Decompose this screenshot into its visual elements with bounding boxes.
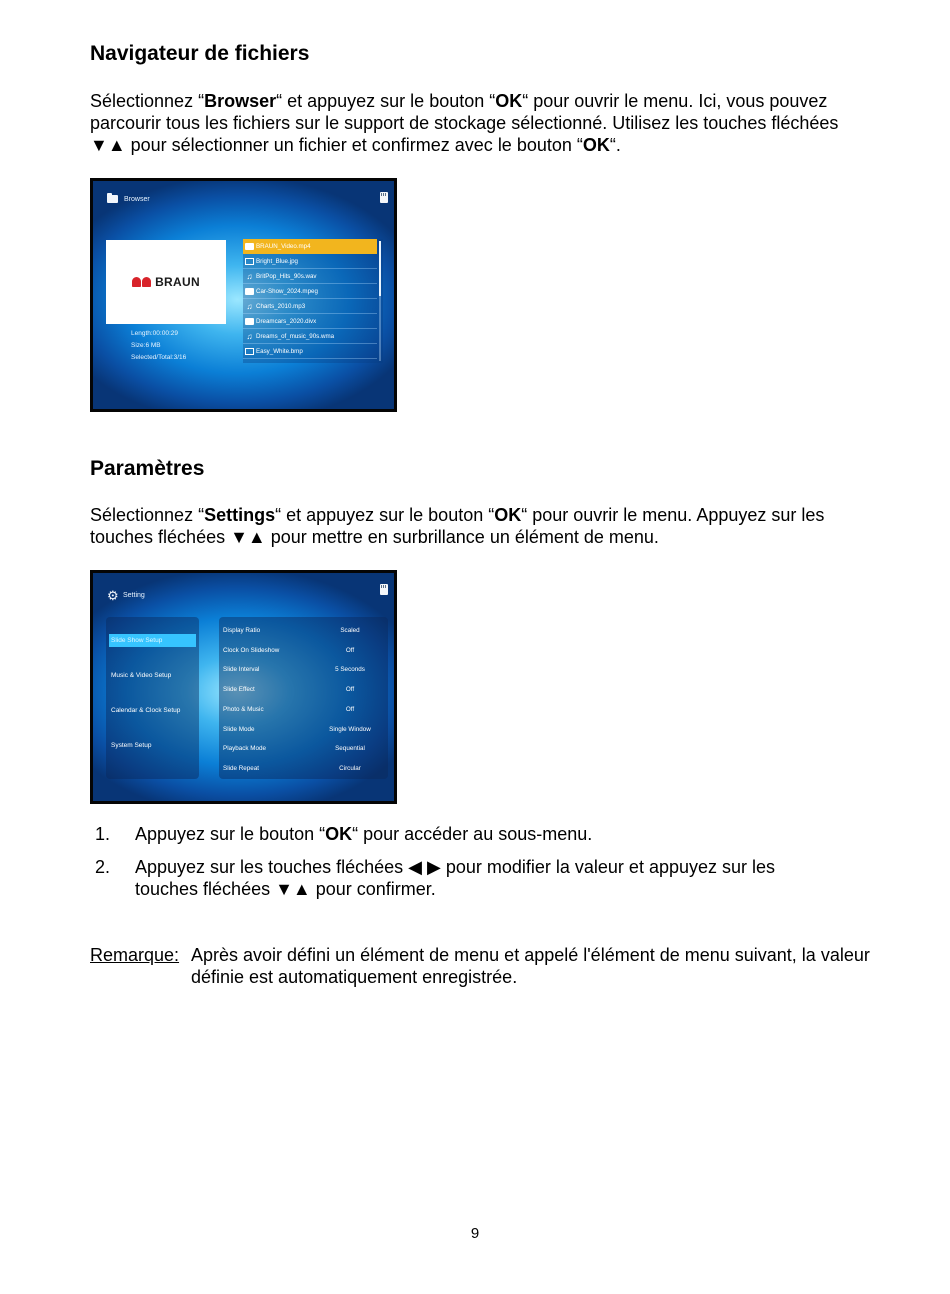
setting-row[interactable]	[223, 625, 384, 637]
menu-item-slide-show-setup[interactable]: Slide Show Setup	[109, 634, 196, 647]
remark-text: Après avoir défini un élément de menu et appelé l'élément de menu suivant, la valeur définie est automatiquement enregistrée.	[191, 945, 870, 987]
menu-item-music-video-setup[interactable]: Music & Video Setup	[111, 672, 172, 679]
info-selected-total: Selected/Total:3/16	[131, 354, 187, 361]
setting-key: Playback Mode	[223, 745, 267, 753]
remark-label: Remarque:	[90, 945, 180, 965]
page-number: 9	[470, 1225, 480, 1242]
menu-item-calendar-clock-setup[interactable]: Calendar & Clock Setup	[111, 707, 181, 714]
setting-row[interactable]	[223, 684, 384, 696]
file-row[interactable]	[243, 299, 377, 314]
setting-row[interactable]	[223, 763, 384, 775]
image-file-icon	[245, 258, 254, 265]
section-heading-settings: Paramètres	[90, 457, 205, 480]
menu-item-system-setup[interactable]: System Setup	[111, 742, 152, 749]
file-name: Bright_Blue.jpg	[256, 257, 298, 265]
file-list-scrollbar[interactable]	[379, 241, 381, 361]
setting-value: Scaled	[340, 627, 360, 634]
settings-screen	[90, 570, 397, 804]
setting-value: Circular	[339, 764, 361, 772]
braun-logo: BRAUN	[132, 275, 200, 289]
folder-icon	[107, 195, 118, 203]
settings-menu	[106, 617, 199, 779]
sd-card-icon	[380, 584, 388, 595]
setting-key: Photo & Music	[223, 705, 264, 713]
setting-row[interactable]	[223, 743, 384, 755]
file-row[interactable]	[243, 269, 377, 284]
setting-key: Slide Interval	[223, 666, 260, 674]
video-file-icon	[245, 243, 254, 250]
file-name: Easy_White.bmp	[256, 347, 303, 355]
file-browser-paragraph: Sélectionnez “Browser“ et appuyez sur le bouton “OK“ pour ouvrir le menu. Ici, vous pouvez parcourir tous les fichiers sur le support de stockage sélectionné. Utilisez les touches fléchées ▼▲ pour sélectionner un fichier et confirmez avec le bouton “OK“.	[90, 91, 839, 155]
file-name: BRAUN_Video.mp4	[256, 242, 311, 250]
braun-logo-mark-icon	[132, 277, 152, 287]
file-row[interactable]	[243, 254, 377, 269]
image-file-icon	[245, 348, 254, 355]
music-file-icon: ♫	[246, 301, 253, 311]
setting-value: Single Window	[329, 725, 371, 733]
setting-value: Sequential	[335, 745, 365, 753]
setting-value: 5 Seconds	[335, 666, 365, 674]
gear-icon: ⚙	[107, 588, 119, 603]
settings-options	[219, 617, 388, 779]
setting-key: Clock On Slideshow	[223, 646, 280, 654]
settings-title: Setting	[123, 592, 145, 599]
setting-row[interactable]	[223, 704, 384, 716]
setting-row[interactable]	[223, 664, 384, 676]
setting-row[interactable]	[223, 724, 384, 736]
browser-title: Browser	[124, 196, 150, 203]
file-row[interactable]	[243, 284, 377, 299]
setting-row[interactable]	[223, 645, 384, 657]
settings-paragraph: Sélectionnez “Settings“ et appuyez sur le bouton “OK“ pour ouvrir le menu. Appuyez sur les touches fléchées ▼▲ pour mettre en surbrillance un élément de menu.	[90, 505, 825, 547]
browser-screen	[90, 178, 397, 412]
setting-value: Off	[345, 705, 355, 713]
file-name: Charts_2010.mp3	[256, 302, 306, 310]
setting-key: Display Ratio	[223, 627, 261, 634]
file-name: BritPop_Hits_90s.wav	[256, 272, 317, 280]
file-name: Dreamcars_2020.divx	[256, 317, 317, 325]
video-file-icon	[245, 288, 254, 295]
setting-value: Off	[345, 686, 355, 694]
document-page: Navigateur de fichiers Sélectionnez “Browser“ et appuyez sur le bouton “OK“ pour ouvrir le menu. Ici, vous pouvez parcourir tous les fichiers sur le support de stockage sélectionné. Utilisez les touches fléchées ▼▲ pour sélectionner un fichier et confirmez avec le bouton “OK“. Browser BRAUN Length:00:00:29 Size:6 MB Selected/Total:3/16 BRAUN_Video.mp4 Bright_Blue.jpg ♫ BritPop_Hits_90s.wav Car-Show_2024.mpeg ♫ Charts_2010.mp3 Dreamcars_2020.divx ♫ Dreams_of_music_90s.wma Easy_White.bmp Paramètres Sélectionnez “Settings“ et appuyez sur le bouton “OK“ pour ouvrir le menu. Appuyez sur les touches fléchées ▼▲ pour mettre en surbrillance un élément de menu. ⚙ Setting Slide Show Setup Music & Video Setup Calendar & Clock Setup System Setup Display Ratio Scaled Clock On Slideshow Off Slide Interval 5 Seconds Slide Effect Off Photo & Music Off Slide Mode Single Window Playback Mode Sequential Slide Repeat Circular 1. Appuyez sur le bouton “OK“ pour accéder au sous-menu. 2. Appuyez sur les touches fléchées ◀ ▶ pour modifier la valeur et appuyez sur les touches fléchées ▼▲ pour confirmer. Remarque: Après avoir défini un élément de menu et appelé l'élément de menu suivant, la valeur définie est automatiquement enregistrée. 9	[0, 0, 950, 1294]
setting-key: Slide Repeat	[223, 764, 260, 772]
file-name: Car-Show_2024.mpeg	[256, 287, 318, 295]
video-file-icon	[245, 318, 254, 325]
file-row[interactable]	[243, 239, 377, 254]
file-preview	[106, 240, 226, 324]
music-file-icon: ♫	[246, 271, 253, 281]
setting-key: Slide Mode	[223, 725, 255, 733]
section-heading-file-browser: Navigateur de fichiers	[90, 42, 310, 65]
setting-key: Slide Effect	[223, 686, 255, 694]
setting-value: Off	[345, 646, 355, 654]
file-row[interactable]	[243, 344, 377, 359]
music-file-icon: ♫	[246, 331, 253, 341]
sd-card-icon	[380, 192, 388, 203]
info-length: Length:00:00:29	[131, 330, 178, 337]
file-list	[243, 239, 383, 363]
file-row[interactable]	[243, 329, 377, 344]
file-name: Dreams_of_music_90s.wma	[256, 332, 335, 340]
file-row[interactable]	[243, 314, 377, 329]
info-size: Size:6 MB	[131, 342, 161, 349]
